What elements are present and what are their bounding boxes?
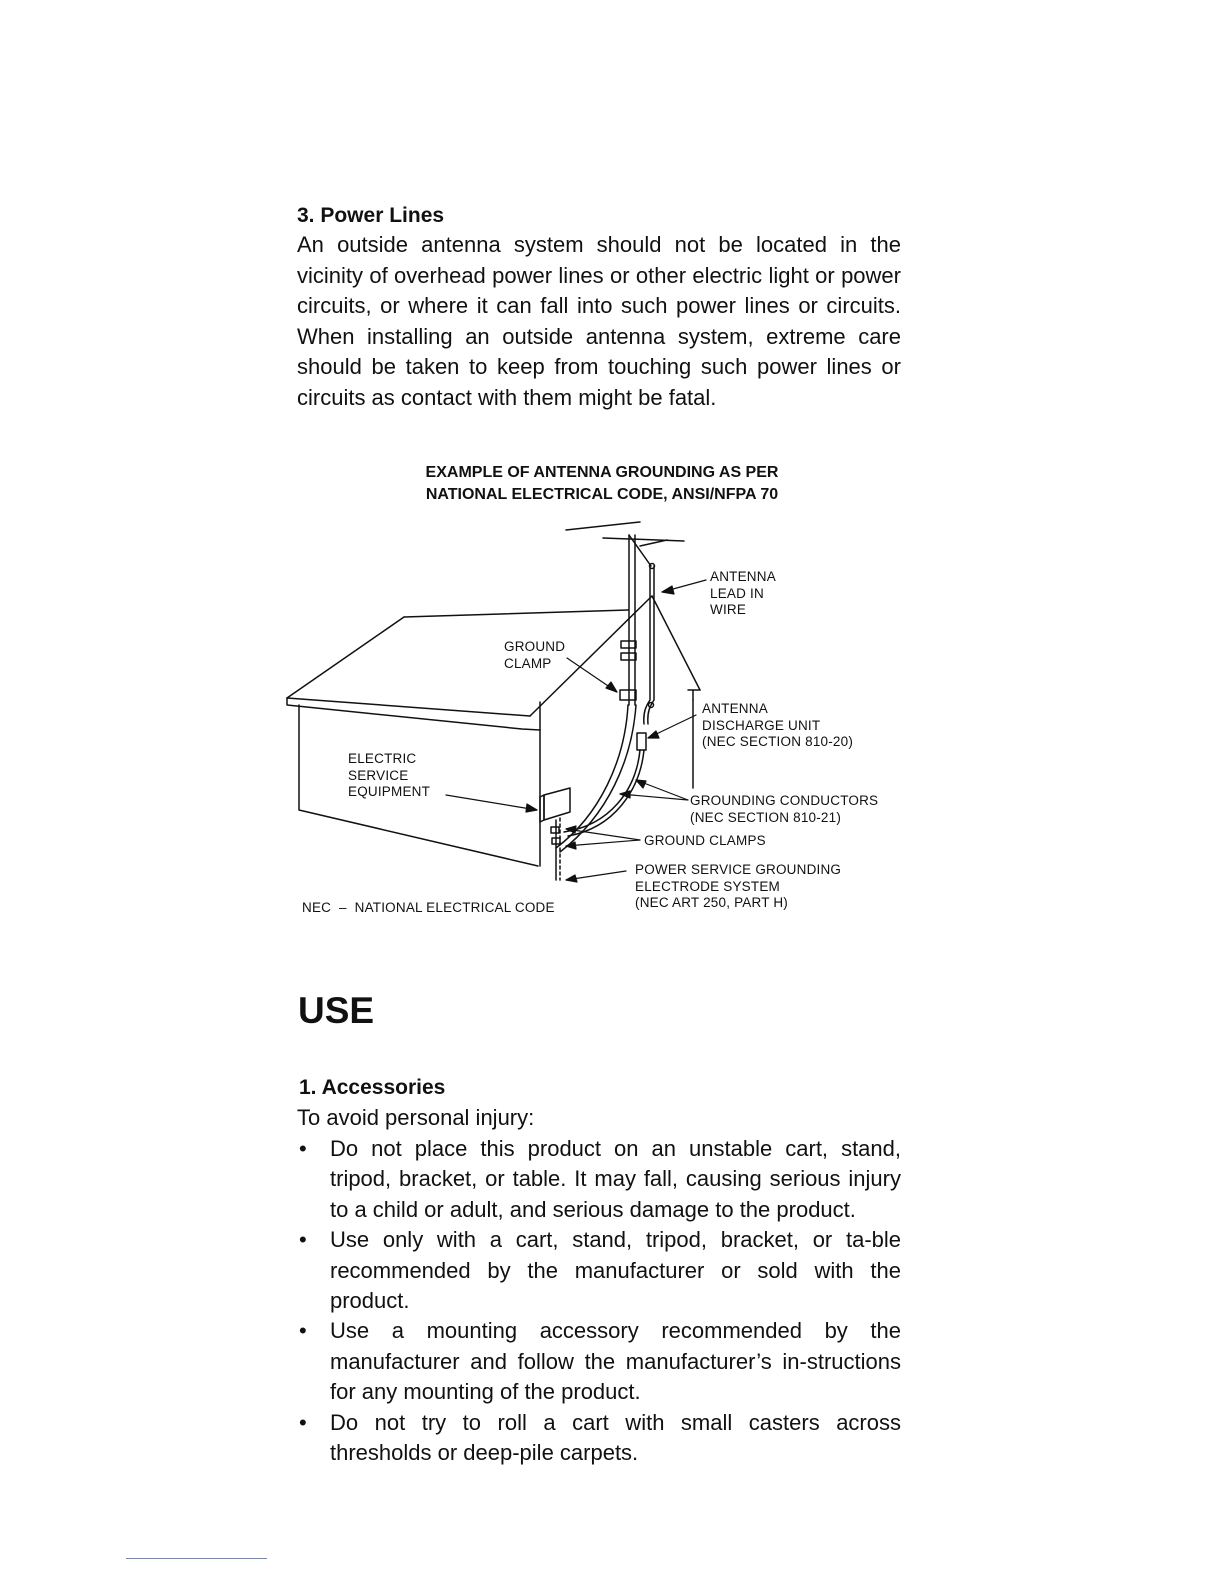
label-electric-service-equipment: ELECTRIC SERVICE EQUIPMENT: [348, 751, 431, 799]
discharge-unit: [637, 733, 646, 750]
lead-in-wire: [644, 564, 655, 725]
accessories-bullet-list: [297, 1134, 901, 1468]
label-power-service-grounding: POWER SERVICE GROUNDING ELECTRODE SYSTEM (NEC ART 250, PART H): [635, 862, 842, 910]
use-title: USE: [298, 990, 375, 1031]
label-ground-clamp: GROUND CLAMP: [504, 639, 566, 671]
power-lines-paragraph: An outside antenna system should not be located in the vicinity of overhead power lines or other electric light or power circuits, or where it can fall into such power lines or circuits. When installing an outside antenna system, extreme care should be taken to keep from touching such power lines or circuits as contact with them might be fatal.: [297, 232, 901, 410]
label-antenna-discharge-unit: ANTENNA DISCHARGE UNIT (NEC SECTION 810-20): [702, 701, 854, 749]
section-heading-power-lines: 3. Power Lines: [297, 204, 445, 227]
electric-service-box: [540, 788, 570, 880]
figure-title-line-2: NATIONAL ELECTRICAL CODE, ANSI/NFPA 70: [425, 486, 779, 503]
label-ground-clamps: GROUND CLAMPS: [644, 833, 766, 848]
label-antenna-lead-in-wire: ANTENNA LEAD IN WIRE: [710, 569, 776, 617]
antenna: [566, 522, 684, 705]
figure-title-line-1: EXAMPLE OF ANTENNA GROUNDING AS PER: [425, 464, 779, 481]
house-outline: [287, 596, 700, 866]
list-item: • Do not place this product on an unstable cart, stand, tripod, bracket, or table. It may fall, causing serious injury to a child or adult, and serious damage to the product.: [297, 1134, 901, 1225]
label-nec-footnote: NEC – NATIONAL ELECTRICAL CODE: [302, 900, 555, 915]
section-heading-accessories: 1. Accessories: [299, 1076, 446, 1099]
list-item: • Do not try to roll a cart with small casters across thresholds or deep-pile carpets.: [297, 1408, 901, 1469]
list-item: • Use only with a cart, stand, tripod, bracket, or ta-ble recommended by the manufacturer or sold with the product.: [297, 1225, 901, 1316]
list-item: • Use a mounting accessory recommended by the manufacturer and follow the manufacturer’s in-structions for any mounting of the product.: [297, 1316, 901, 1407]
footer-rule: [126, 1558, 267, 1559]
accessories-intro: To avoid personal injury:: [297, 1105, 535, 1130]
label-grounding-conductors: GROUNDING CONDUCTORS (NEC SECTION 810-21): [690, 793, 879, 825]
